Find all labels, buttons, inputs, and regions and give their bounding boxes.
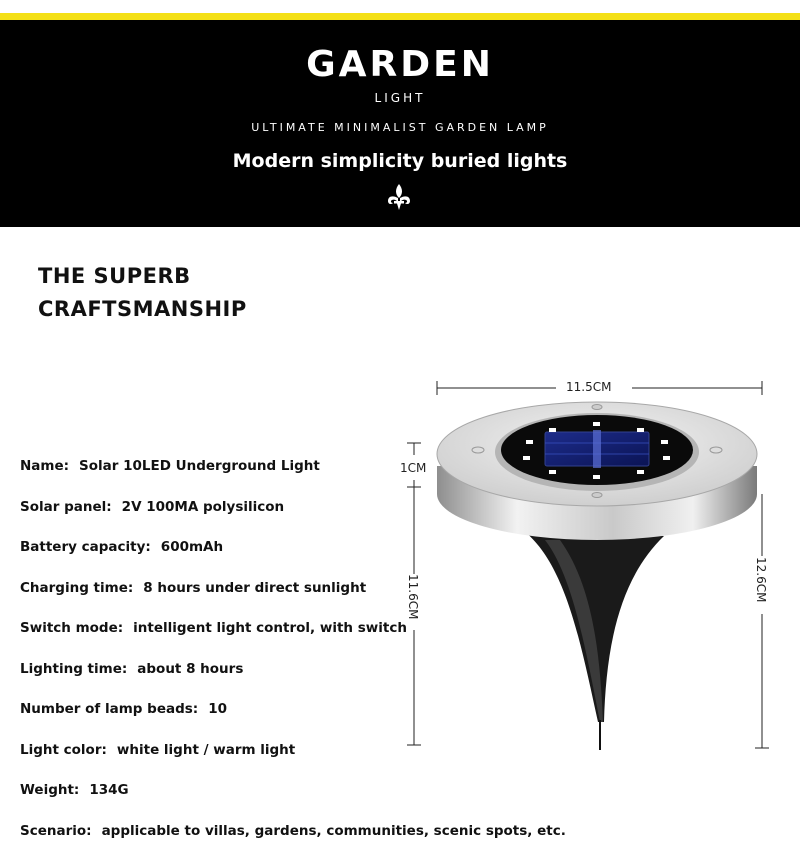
- led-bead: [523, 456, 530, 460]
- spec-value: about 8 hours: [137, 661, 243, 677]
- dimension-body-label: 11.6CM: [406, 574, 420, 619]
- led-bead: [526, 440, 533, 444]
- spec-value: 10: [208, 701, 227, 717]
- banner-subtitle: LIGHT: [0, 91, 800, 105]
- spec-value: 600mAh: [161, 539, 223, 555]
- spec-label: Lighting time:: [20, 661, 127, 677]
- ground-stake: [520, 528, 664, 750]
- banner-tagline: ULTIMATE MINIMALIST GARDEN LAMP: [0, 121, 800, 134]
- spec-value: Solar 10LED Underground Light: [79, 458, 320, 474]
- spec-label: Battery capacity:: [20, 539, 151, 555]
- led-bead: [593, 422, 600, 426]
- spec-value: 8 hours under direct sunlight: [143, 580, 366, 596]
- dimension-total-label: 12.6CM: [754, 557, 768, 602]
- banner-slogan: Modern simplicity buried lights: [0, 150, 800, 172]
- heading-line-2: CRAFTSMANSHIP: [38, 293, 247, 326]
- heading-line-1: THE SUPERB: [38, 260, 247, 293]
- spec-label: Name:: [20, 458, 69, 474]
- spec-label: Solar panel:: [20, 499, 112, 515]
- spec-label: Switch mode:: [20, 620, 123, 636]
- spec-value: intelligent light control, with switch: [133, 620, 407, 636]
- spec-label: Weight:: [20, 782, 79, 798]
- spec-value: white light / warm light: [117, 742, 295, 758]
- led-bead: [549, 470, 556, 474]
- dimension-width-label: 11.5CM: [566, 380, 611, 394]
- led-bead: [661, 440, 668, 444]
- led-bead: [593, 475, 600, 479]
- led-bead: [637, 470, 644, 474]
- dimension-rim-label: 1CM: [400, 461, 426, 475]
- led-bead: [637, 428, 644, 432]
- led-bead: [663, 456, 670, 460]
- led-bead: [549, 428, 556, 432]
- spec-value: 2V 100MA polysilicon: [122, 499, 284, 515]
- spec-label: Scenario:: [20, 823, 92, 839]
- banner-title: GARDEN: [0, 44, 800, 85]
- spec-value: applicable to villas, gardens, communities, scenic spots, etc.: [102, 823, 566, 839]
- spec-value: 134G: [89, 782, 128, 798]
- spec-label: Number of lamp beads:: [20, 701, 198, 717]
- spec-label: Charging time:: [20, 580, 133, 596]
- spec-label: Light color:: [20, 742, 107, 758]
